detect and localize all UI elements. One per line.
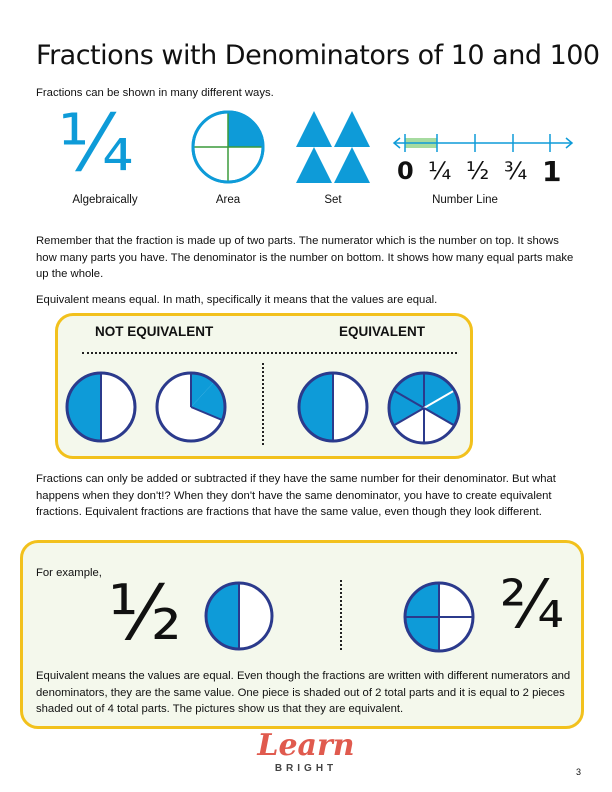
equivalent-heading: EQUIVALENT	[339, 324, 426, 339]
sixths-circle-icon	[386, 370, 462, 446]
number-line-label-0: 0	[397, 157, 414, 185]
example-dotted-divider	[340, 580, 342, 650]
logo-sub: BRIGHT	[274, 763, 338, 774]
algebraic-fraction: ¼	[58, 99, 134, 189]
half-circle-equivalent-icon	[296, 370, 370, 444]
intro-text: Fractions can be shown in many different ways.	[36, 87, 274, 99]
label-set: Set	[324, 194, 342, 206]
number-line-icon	[392, 130, 574, 156]
example-quarters-circle-icon	[402, 580, 476, 654]
paragraph-numerator-denominator: Remember that the fraction is made up of two parts. The numerator which is the number on top. It shows how many parts you have. The denominator is the number on bottom. It shows how many equal parts make up the whole.	[36, 235, 574, 280]
example-lead: For example,	[36, 567, 102, 579]
page-title: Fractions with Denominators of 10 and 100	[36, 40, 600, 71]
example-explanation: Equivalent means the values are equal. Even though the fractions are written with different numerators and denominators, they are the same value. One piece is shaded out of 2 total parts and it is equal to 2 pieces shaded out of 4 total parts. The pictures show us that they are equivalent.	[36, 670, 571, 715]
logo-word: Learn	[257, 728, 355, 763]
number-line-label-three-quarters: ¾	[504, 157, 528, 185]
half-circle-icon	[64, 370, 138, 444]
not-equivalent-heading: NOT EQUIVALENT	[95, 324, 214, 339]
set-triangles-icon	[294, 109, 374, 185]
number-line-label-half: ½	[466, 157, 490, 185]
learn-bright-logo	[250, 728, 362, 774]
half-fraction: ½	[108, 568, 182, 657]
label-algebraically: Algebraically	[72, 194, 138, 206]
paragraph-denominator-rule: Fractions can only be added or subtracted if they have the same number for their denominator. But what happens when they don't!? When they don't have the same denominator, you have to create equivalent fractions. Equivalent fractions are fractions that have the same value, even though they look different.	[36, 473, 556, 518]
number-line-label-quarter: ¼	[428, 157, 452, 185]
page-number: 3	[576, 767, 582, 777]
two-fourths-fraction: ²⁄₄	[500, 566, 564, 643]
paragraph-equivalent-definition: Equivalent means equal. In math, specifically it means that the values are equal.	[36, 294, 438, 306]
dotted-divider-horizontal	[82, 352, 457, 354]
area-circle-icon	[190, 109, 266, 185]
example-half-circle-icon	[203, 580, 275, 652]
label-number-line: Number Line	[432, 194, 498, 206]
dotted-divider-vertical	[262, 363, 264, 445]
unequal-part-circle-icon	[154, 370, 228, 444]
number-line-label-1: 1	[542, 155, 562, 188]
label-area: Area	[215, 194, 241, 206]
